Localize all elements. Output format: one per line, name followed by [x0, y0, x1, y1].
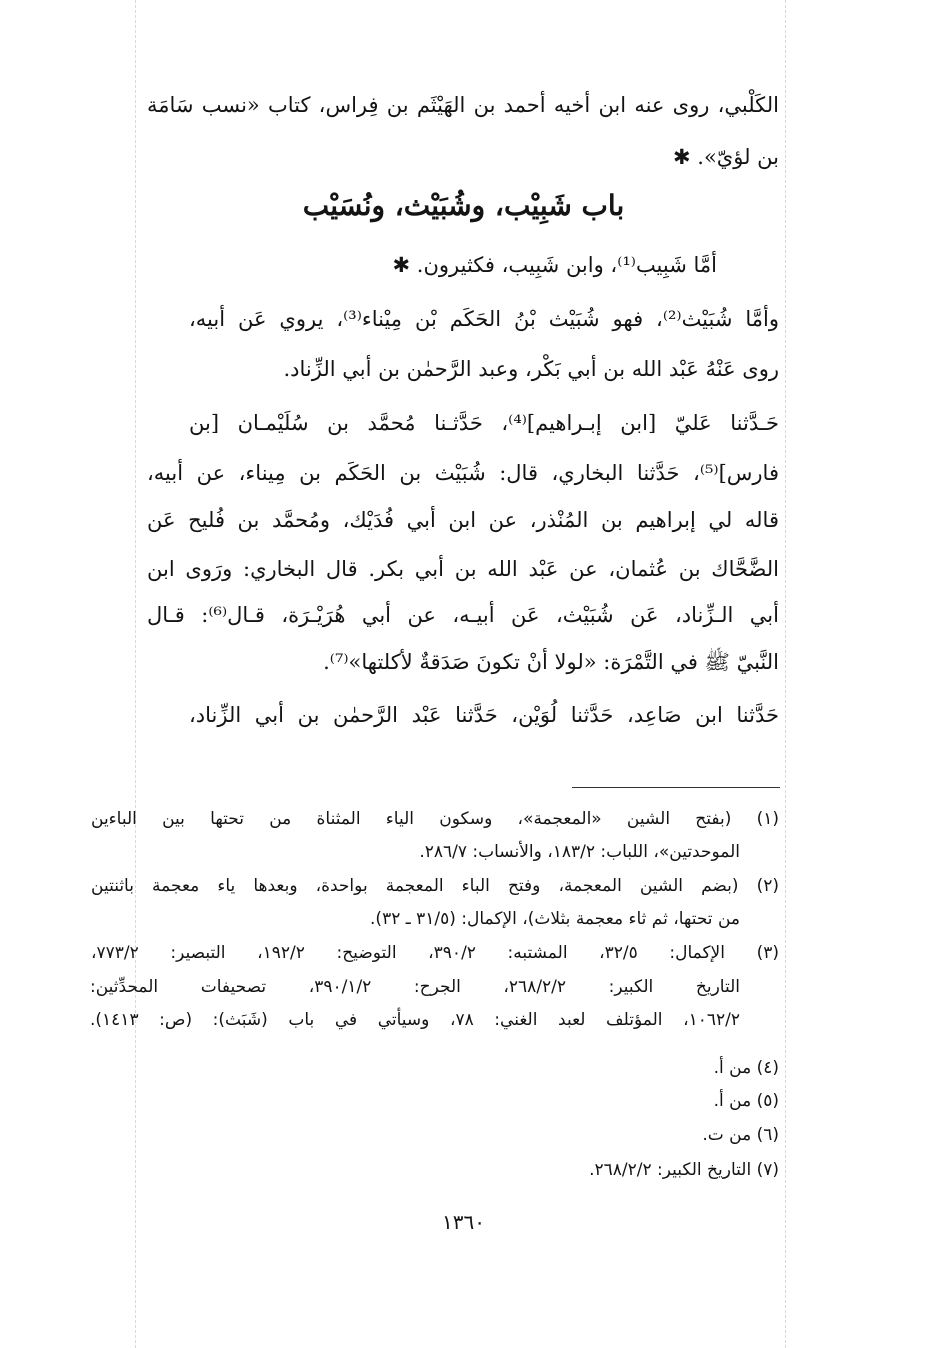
body-line: الضَّحَّاك بن عُثمان، عن عَبْد الله بن أبي بكر. قال البخاري: ورَوى ابن	[147, 557, 779, 581]
footnote-line: الموحدتين»، اللباب: ١٨٣/٢، والأنساب: ٢٨٦/٧.	[419, 842, 740, 862]
body-line: حَـدَّثنا عَليّ [ابن إبـراهيم]⁽⁴⁾، حَدَّثـنا مُحمَّد بن سُلَيْمـان [بن	[189, 411, 779, 435]
footnote-line: (١) (بفتح الشين «المعجمة»، وسكون الياء المثناة من تحتها بين الباءين	[91, 809, 779, 829]
body-line: قاله لي إبراهيم بن المُنْذر، عن ابن أبي فُدَيْك، ومُحمَّد بن فُليح عَن	[147, 508, 779, 532]
body-line: بن لؤيّ». ✱	[673, 145, 779, 169]
body-line: روى عَنْهُ عَبْد الله بن أبي بَكْر، وعبد الرَّحمٰن بن أبي الزِّناد.	[283, 357, 779, 381]
footnote-line: (٤) من أ.	[713, 1058, 779, 1078]
footnote-line: التاريخ الكبير: ٢٦٨/٢/٢، الجرح: ٣٩٠/١/٢، تصحيفات المحدِّثين:	[90, 977, 740, 997]
footnote-line: (٣) الإكمال: ٣٢/٥، المشتبه: ٣٩٠/٢، التوضيح: ١٩٢/٢، التبصير: ٧٧٣/٢،	[91, 943, 779, 963]
footnote-line: (٧) التاريخ الكبير: ٢٦٨/٢/٢.	[589, 1160, 779, 1180]
body-line: النَّبيّ ﷺ في التَّمْرَة: «لولا أنْ تكونَ صَدَقةٌ لأكلتها»⁽⁷⁾.	[323, 650, 779, 674]
body-line: الكَلْبي، روى عنه ابن أخيه أحمد بن الهَيْثَم بن فِراس، كتاب «نسب سَامَة	[147, 93, 779, 117]
body-line: حَدَّثنا ابن صَاعِد، حَدَّثنا لُوَيْن، حَدَّثنا عَبْد الرَّحمٰن بن أبي الزِّناد،	[189, 703, 779, 727]
body-line: أمَّا شَبِيب⁽¹⁾، وابن شَبِيب، فكثيرون. ✱	[392, 253, 717, 277]
body-line: وأمَّا شُبَيْث⁽²⁾، فهو شُبَيْث بْنُ الحَكَم بْن مِيْناء⁽³⁾، يروي عَن أبيه،	[189, 307, 779, 331]
section-heading: باب شَبِيْب، وشُبَيْث، ونُسَيْب	[302, 189, 625, 222]
page-number: ١٣٦٠	[442, 1210, 485, 1234]
footnote-line: (٢) (بضم الشين المعجمة، وفتح الباء المعجمة بواحدة، وبعدها ياء معجمة باثنتين	[91, 876, 779, 896]
body-line: فارس]⁽⁵⁾، حَدَّثنا البخاري، قال: شُبَيْث بن الحَكَم بن مِيناء، عن أبيه،	[147, 461, 779, 485]
footnote-separator	[572, 787, 780, 788]
footnote-line: (٥) من أ.	[713, 1091, 779, 1111]
body-line: أبي الـزِّناد، عَن شُبَيْث، عَن أبيـه، عن أبي هُرَيْـرَة، قـال⁽⁶⁾: قـال	[147, 603, 779, 627]
footnote-line: (٦) من ت.	[702, 1125, 779, 1145]
footnote-line: ١٠٦٢/٢، المؤتلف لعبد الغني: ٧٨، وسيأتي في باب (شَبَث): (ص: ١٤١٣).	[90, 1010, 740, 1030]
footnote-line: من تحتها، ثم ثاء معجمة بثلاث)، الإكمال: (٣١/٥ ـ ٣٢).	[370, 909, 740, 929]
